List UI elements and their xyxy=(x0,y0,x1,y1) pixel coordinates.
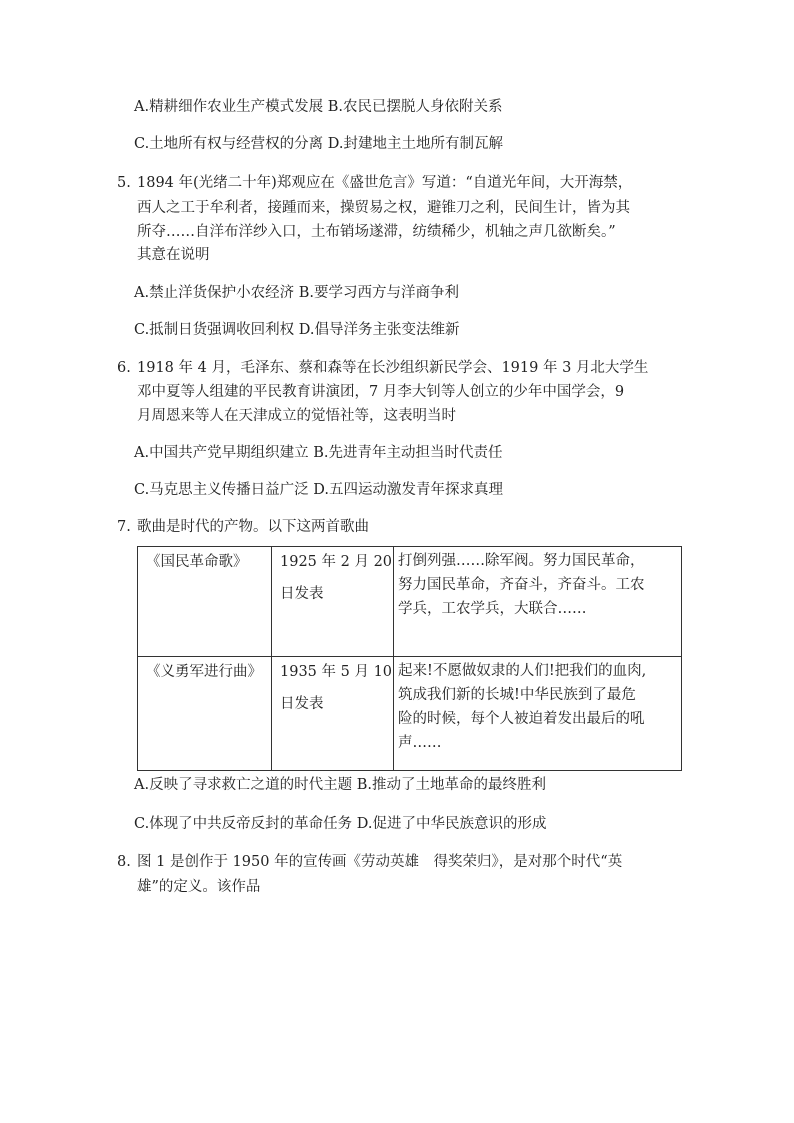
song-title: 《国民革命歌》 xyxy=(146,554,248,570)
q6-stem-line-1: 1918 年 4 月，毛泽东、蔡和森等在长沙组织新民学会、1919 年 3 月北大学生 xyxy=(137,360,649,376)
song-title-cell xyxy=(138,657,272,771)
q6-option-cd: C.马克思主义传播日益广泛 D.五四运动激发青年探求真理 xyxy=(134,482,504,498)
songs-table xyxy=(137,546,682,771)
lyrics-line: 学兵，工农学兵，大联合…… xyxy=(398,601,587,617)
q4-option-ab: A.精耕细作农业生产模式发展 B.农民已摆脱人身依附关系 xyxy=(134,99,503,115)
q8-stem-line-1: 图 1 是创作于 1950 年的宣传画《劳动英雄 得奖荣归》，是对那个时代“英 xyxy=(137,854,623,870)
q5-option-ab: A.禁止洋货保护小农经济 B.要学习西方与洋商争利 xyxy=(134,285,459,301)
song-title-cell xyxy=(138,547,272,657)
q5-stem-line-4: 其意在说明 xyxy=(137,247,210,263)
lyrics-line: 筑成我们新的长城!中华民族到了最危 xyxy=(398,687,636,703)
lyrics-line: 努力国民革命，齐奋斗，齐奋斗。工农 xyxy=(398,577,645,593)
table-row xyxy=(138,547,682,657)
publish-date-line-1: 1935 年 5 月 10 xyxy=(280,664,393,680)
lyrics-line: 起来!不愿做奴隶的人们!把我们的血肉, xyxy=(398,663,647,679)
q4-option-cd: C.土地所有权与经营权的分离 D.封建地主土地所有制瓦解 xyxy=(134,136,504,152)
q5-stem-line-2: 西人之工于牟利者，接踵而来，操贸易之权，避锥刀之利，民间生计，皆为其 xyxy=(137,200,630,216)
q6-number: 6. xyxy=(117,360,131,376)
table-row xyxy=(138,657,682,771)
q5-stem-line-3: 所夺……自洋布洋纱入口，土布销场遂滞，纺绩稀少，机轴之声几欲断矣。” xyxy=(137,224,616,240)
lyrics-line: 打倒列强……除军阀。努力国民革命， xyxy=(398,553,645,569)
song-title: 《义勇军进行曲》 xyxy=(146,664,262,680)
q5-number: 5. xyxy=(117,175,131,191)
lyrics-cell xyxy=(394,547,682,657)
publish-date-line-1: 1925 年 2 月 20 xyxy=(280,554,393,570)
publish-date-line-2: 日发表 xyxy=(280,696,324,712)
publish-date-cell xyxy=(272,657,394,771)
publish-date-line-2: 日发表 xyxy=(280,586,324,602)
q5-stem-line-1: 1894 年(光绪二十年)郑观应在《盛世危言》写道：“自道光年间，大开海禁， xyxy=(137,175,633,191)
lyrics-line: 声…… xyxy=(398,735,442,751)
q7-option-ab: A.反映了寻求救亡之道的时代主题 B.推动了土地革命的最终胜利 xyxy=(134,777,546,793)
q7-option-cd: C.体现了中共反帝反封的革命任务 D.促进了中华民族意识的形成 xyxy=(134,816,547,832)
q6-option-ab: A.中国共产党早期组织建立 B.先进青年主动担当时代责任 xyxy=(134,445,503,461)
lyrics-line: 险的时候，每个人被迫着发出最后的吼 xyxy=(398,711,645,727)
q6-stem-line-2: 邓中夏等人组建的平民教育讲演团，7 月李大钊等人创立的少年中国学会，9 xyxy=(137,384,625,400)
q7-stem: 歌曲是时代的产物。以下这两首歌曲 xyxy=(137,519,369,535)
publish-date-cell xyxy=(272,547,394,657)
q6-stem-line-3: 月周恩来等人在天津成立的觉悟社等，这表明当时 xyxy=(137,408,456,424)
q7-number: 7. xyxy=(117,519,131,535)
q5-option-cd: C.抵制日货强调收回利权 D.倡导洋务主张变法维新 xyxy=(134,322,460,338)
lyrics-cell xyxy=(394,657,682,771)
q8-stem-line-2: 雄”的定义。该作品 xyxy=(137,879,261,895)
q8-number: 8. xyxy=(117,854,131,870)
